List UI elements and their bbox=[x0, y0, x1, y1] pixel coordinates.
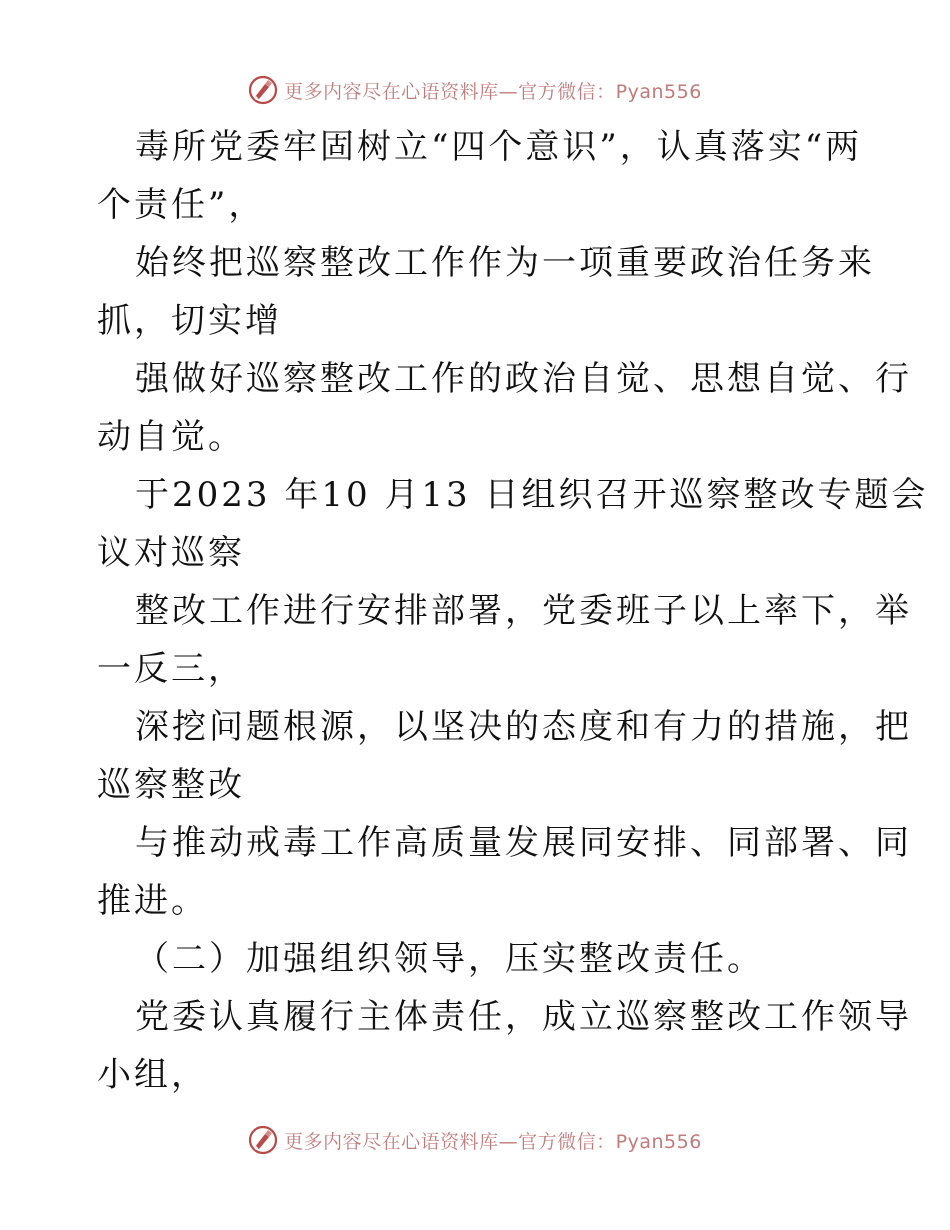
watermark-text: 更多内容尽在心语资料库—官方微信：Pyan556 bbox=[284, 80, 702, 103]
text-line: 抓，切实增 bbox=[97, 301, 282, 341]
watermark-text: 更多内容尽在心语资料库—官方微信：Pyan556 bbox=[284, 1130, 702, 1153]
text-line: 推进。 bbox=[97, 881, 208, 921]
text-line: 个责任”， bbox=[97, 185, 266, 225]
text-line: 党委认真履行主体责任，成立巡察整改工作领导 bbox=[135, 997, 912, 1037]
text-line: 整改工作进行安排部署，党委班子以上率下，举 bbox=[135, 591, 912, 631]
watermark-footer bbox=[0, 1118, 950, 1162]
text-line: 于2023 年10 月13 日组织召开巡察整改专题会 bbox=[135, 475, 929, 515]
text-line: 与推动戒毒工作高质量发展同安排、同部署、同 bbox=[135, 823, 912, 863]
text-line: 毒所党委牢固树立“四个意识”，认真落实“两 bbox=[135, 127, 863, 167]
text-line: 深挖问题根源，以坚决的态度和有力的措施，把 bbox=[135, 707, 912, 747]
watermark-header bbox=[0, 68, 950, 112]
text-line: 议对巡察 bbox=[97, 533, 245, 573]
section-heading: （二）加强组织领导，压实整改责任。 bbox=[135, 939, 764, 979]
text-line: 动自觉。 bbox=[97, 417, 245, 457]
text-line: 巡察整改 bbox=[97, 765, 245, 805]
text-line: 一反三， bbox=[97, 649, 245, 689]
pen-nib-logo-icon bbox=[248, 1125, 278, 1155]
text-line: 始终把巡察整改工作作为一项重要政治任务来 bbox=[135, 243, 875, 283]
text-line: 小组， bbox=[97, 1055, 208, 1095]
pen-nib-logo-icon bbox=[248, 75, 278, 105]
text-line: 强做好巡察整改工作的政治自觉、思想自觉、行 bbox=[135, 359, 912, 399]
